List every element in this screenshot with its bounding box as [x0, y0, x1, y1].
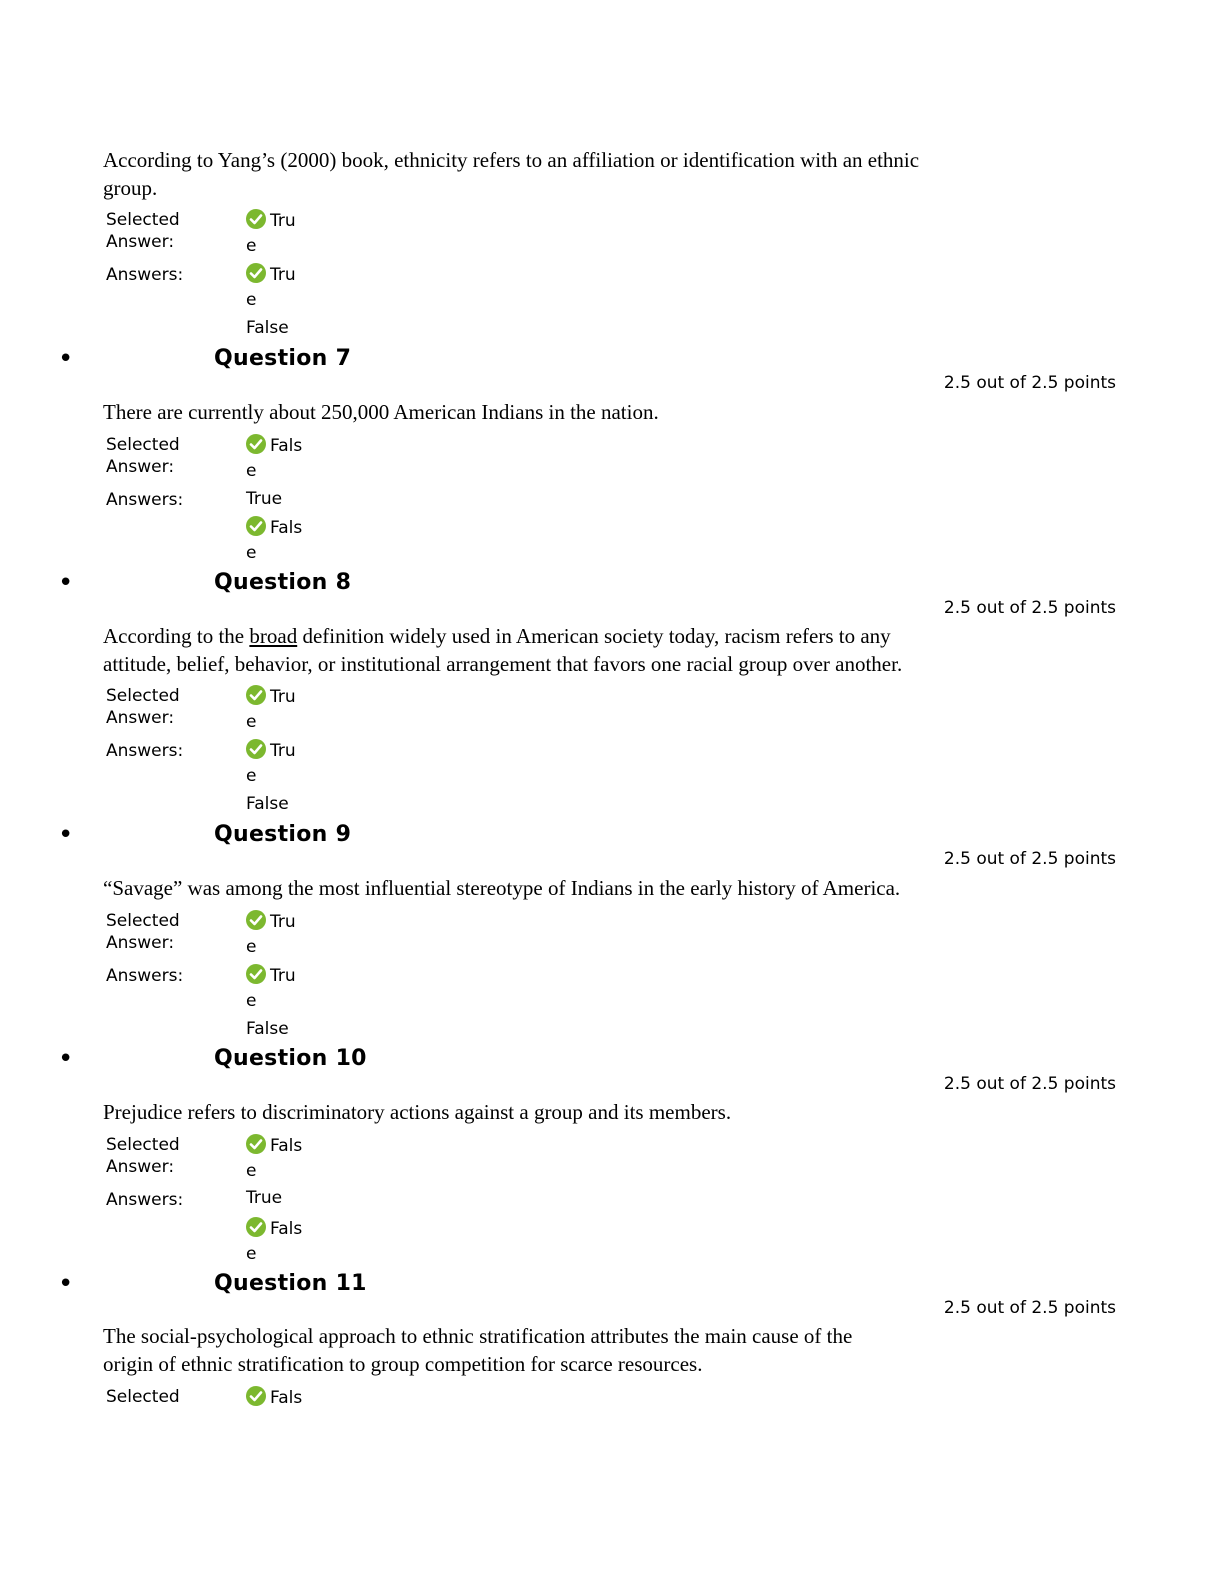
question-title: Question 10: [214, 1046, 367, 1071]
label-line: Selected: [106, 1135, 180, 1155]
question-text-line: group.: [103, 176, 158, 200]
check-circle-icon: [246, 685, 266, 705]
label-line: Answer:: [106, 933, 175, 953]
answer-text: e: [246, 766, 257, 786]
answer-text: e: [246, 290, 257, 310]
answer-text: Fals: [270, 518, 303, 538]
check-circle-icon: [246, 739, 266, 759]
answer-text: e: [246, 1161, 257, 1181]
answers-label: Answers:: [106, 490, 184, 510]
selected-answer-value: [246, 910, 326, 960]
question-title: Question 8: [214, 570, 352, 595]
question-text-line: attitude, belief, behavior, or institutional arrangement that favors one racial group over another.: [103, 652, 903, 676]
list-bullet: •: [58, 344, 74, 374]
selected-answer-label: [106, 434, 226, 478]
answers-label: Answers:: [106, 966, 184, 986]
list-bullet: •: [58, 1044, 74, 1074]
question-text-underlined: broad: [249, 624, 298, 648]
answer-option: False: [246, 794, 289, 814]
answer-text: e: [246, 236, 257, 256]
label-line: Answer:: [106, 457, 175, 477]
check-circle-icon: [246, 1134, 266, 1154]
question-points: 2.5 out of 2.5 points: [943, 849, 1116, 869]
question-text-part: definition widely used in American society today, racism refers to any: [297, 624, 891, 648]
selected-answer-label: Selected: [106, 1387, 180, 1407]
selected-answer-label: [106, 1134, 226, 1178]
answer-text: e: [246, 712, 257, 732]
check-circle-icon: [246, 209, 266, 229]
answer-text: Tru: [270, 741, 296, 761]
question-text: There are currently about 250,000 American Indians in the nation.: [103, 400, 659, 424]
question-points: 2.5 out of 2.5 points: [943, 1074, 1116, 1094]
answer-option-correct: [246, 1217, 326, 1267]
answer-text: Fals: [270, 1388, 303, 1408]
answer-text: e: [246, 937, 257, 957]
label-line: Selected: [106, 210, 180, 230]
answer-text: e: [246, 1244, 257, 1264]
answer-text: Tru: [270, 912, 296, 932]
answer-option-correct: [246, 739, 326, 789]
selected-answer-label: [106, 910, 226, 954]
question-title: Question 7: [214, 346, 352, 371]
selected-answer-label: [106, 685, 226, 729]
answer-text: Fals: [270, 436, 303, 456]
label-line: Selected: [106, 686, 180, 706]
answer-option: False: [246, 1019, 289, 1039]
answer-text: e: [246, 461, 257, 481]
question-text: [103, 622, 1033, 678]
answer-text: Tru: [270, 265, 296, 285]
question-text: “Savage” was among the most influential stereotype of Indians in the early history of America.: [103, 876, 901, 900]
answer-text: e: [246, 991, 257, 1011]
answers-label: Answers:: [106, 1190, 184, 1210]
question-text-line: According to Yang’s (2000) book, ethnicity refers to an affiliation or identification with an ethnic: [103, 148, 920, 172]
answer-text: Fals: [270, 1219, 303, 1239]
selected-answer-value: [246, 685, 326, 735]
check-circle-icon: [246, 1217, 266, 1237]
question-text: Prejudice refers to discriminatory actions against a group and its members.: [103, 1100, 732, 1124]
answer-option: True: [246, 489, 283, 509]
list-bullet: •: [58, 568, 74, 598]
selected-answer-value: [246, 1134, 326, 1184]
check-circle-icon: [246, 516, 266, 536]
question-text-line: The social-psychological approach to ethnic stratification attributes the main cause of the: [103, 1324, 853, 1348]
label-line: Answer:: [106, 232, 175, 252]
label-line: Selected: [106, 435, 180, 455]
selected-answer-value: [246, 434, 326, 484]
question-title: Question 11: [214, 1271, 367, 1296]
question-title: Question 9: [214, 822, 352, 847]
answers-label: Answers:: [106, 741, 184, 761]
answer-text: Tru: [270, 211, 296, 231]
answer-text: Fals: [270, 1136, 303, 1156]
question-points: 2.5 out of 2.5 points: [943, 1298, 1116, 1318]
check-circle-icon: [246, 434, 266, 454]
list-bullet: •: [58, 820, 74, 850]
answer-option: True: [246, 1188, 283, 1208]
question-points: 2.5 out of 2.5 points: [943, 373, 1116, 393]
check-circle-icon: [246, 964, 266, 984]
question-text: [103, 146, 1033, 202]
answer-option-correct: [246, 516, 326, 566]
label-line: Answer:: [106, 1157, 175, 1177]
selected-answer-value: [246, 1386, 326, 1411]
answer-option-correct: [246, 964, 326, 1014]
selected-answer-value: [246, 209, 326, 259]
label-line: Answer:: [106, 708, 175, 728]
question-text-part: According to the: [103, 624, 250, 648]
selected-answer-label: [106, 209, 226, 253]
answer-option: False: [246, 318, 289, 338]
question-text-line: origin of ethnic stratification to group competition for scarce resources.: [103, 1352, 703, 1376]
answer-text: e: [246, 543, 257, 563]
list-bullet: •: [58, 1269, 74, 1299]
check-circle-icon: [246, 910, 266, 930]
check-circle-icon: [246, 1386, 266, 1406]
answers-label: Answers:: [106, 265, 184, 285]
check-circle-icon: [246, 263, 266, 283]
question-text: [103, 1322, 1033, 1378]
label-line: Selected: [106, 911, 180, 931]
question-points: 2.5 out of 2.5 points: [943, 598, 1116, 618]
answer-text: Tru: [270, 966, 296, 986]
answer-option-correct: [246, 263, 326, 313]
answer-text: Tru: [270, 687, 296, 707]
